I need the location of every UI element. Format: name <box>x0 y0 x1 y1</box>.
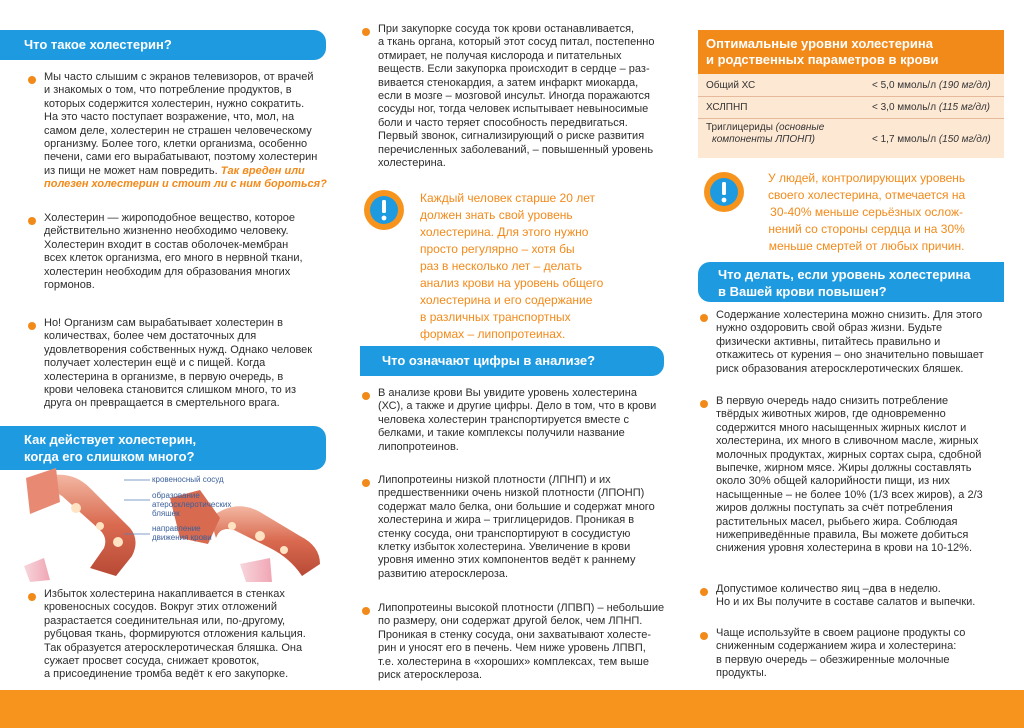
bullet <box>700 400 708 408</box>
bullet <box>700 632 708 640</box>
label-vessel: кровеносный сосуд <box>152 475 224 484</box>
paragraph-ldl: Липопротеины низкой плотности (ЛПНП) и их предшественники очень низкой плотности (ЛПОНП) содержат мало белка, они большие и содержат много холестерина и жира – триглицеридов. Проникая в стенку сосуда, они транспортируют в сосудистую клетку избыток холестерина. Увеличение в крови уровня именно этих компонентов ведёт к раннему развитию атеросклероза. <box>378 474 655 580</box>
paragraph-lifestyle: Содержание холестерина можно снизить. Для этого нужно оздоровить свой образ жизни. Будьте физически активны, питайтесь правильно и откажитесь от курения – оно значительно повышает риск образования атеросклеротических бляшек. <box>716 309 984 375</box>
table-row-ldl-name: ХСЛПНП <box>706 102 748 113</box>
header-how-it-acts: Как действует холестерин, когда его слишком много? <box>0 426 326 470</box>
levels-table-title: Оптимальные уровни холестерина и родственных параметров в крови <box>698 30 1004 74</box>
bullet <box>362 479 370 487</box>
bullet <box>28 322 36 330</box>
label-plaque-1: образование <box>152 491 200 500</box>
exclamation-icon <box>702 170 746 214</box>
table-row-total-name: Общий ХС <box>706 80 756 91</box>
table-row-tg-name: Триглицериды (основные компоненты ЛПОНП) <box>706 122 825 145</box>
bullet <box>362 607 370 615</box>
paragraph-hdl: Липопротеины высокой плотности (ЛПВП) – небольшие по размеру, они содержат другой белок, чем ЛПНП. Проникая в стенку сосуда, они захватывают холесте- рин и уносят его в печень. Чем ниже уровень ЛПВП, т.е. холестерина в «хороших» комплексах, тем выше риск атеросклероза. <box>378 602 665 682</box>
header-what-to-do: Что делать, если уровень холестерина в Вашей крови повышен? <box>698 262 1004 302</box>
bullet <box>28 76 36 84</box>
label-plaque-2: атеросклеротических <box>152 500 232 509</box>
table-row-tg-value: < 1,7 ммоль/л (150 мг/дл) <box>872 134 991 145</box>
alert-note-testing: Каждый человек старше 20 лет должен знать свой уровень холестерина. Для этого нужно просто регулярно – хотя бы раз в несколько лет – делать анализ крови на уровень общего холестерина и его содержание в различных транспортных формах – липопротеинах. <box>420 191 604 341</box>
divider <box>698 118 1004 119</box>
paragraph-lowfat: Чаще используйте в своем рационе продукты со сниженным содержанием жира и холестерина: в первую очередь – обезжиренные молочные продукты. <box>716 627 966 680</box>
bullet <box>700 588 708 596</box>
bullet <box>28 217 36 225</box>
paragraph-blockage: При закупорке сосуда ток крови останавливается, а ткань органа, который этот сосуд питал, постепенно отмирает, не получая кислорода и питательных веществ. Если закупорка происходит в сердце – раз- вивается стенокардия, а затем инфаркт миокарда, если в мозге – мозговой инсульт. Иногда поражаются сосуды ног, тогда человек испытывает невыносимые боли и часто теряет способность передвигаться. Первый звонок, сигнализирующий о риске развития перечисленных заболеваний, – повышенный уровень холестерина. <box>378 23 655 170</box>
paragraph-but: Но! Организм сам вырабатывает холестерин в количествах, более чем достаточных для удовлетворения собственных нужд. Однако человек получает холестерин ещё и с пищей. Когда холестерина в организме, в первую очередь, в крови человека становится слишком много, то из друга он превращается в смертельного врага. <box>44 317 313 410</box>
paragraph-eggs: Допустимое количество яиц –два в неделю. Но и их Вы получите в составе салатов и выпечки. <box>716 583 976 609</box>
paragraph-test: В анализе крови Вы увидите уровень холестерина (ХС), а также и другие цифры. Дело в том, что в крови человека холестерин транспортируется вместе с белками, и такие комплексы получили название липопротеинов. <box>378 387 657 453</box>
highlight-question: Так вреден или <box>220 164 305 177</box>
paragraph-definition: Холестерин — жироподобное вещество, которое действительно жизненно необходимо человеку. Холестерин входит в состав оболочек-мембран всех клеток организма, его много в нервной ткани, холестерин необходим для образования многих гормонов. <box>44 212 303 292</box>
bullet <box>362 392 370 400</box>
paragraph-fats: В первую очередь надо снизить потребление твёрдых животных жиров, где одновременно содержится много насыщенных жирных кислот и холестерина, их много в сливочном масле, жирных молочных продуктах, жирных сортах сыра, сдобной выпечке, жирном мясе. Жиры должны составлять около 30% общей калорийности пищи, из них насыщенные – не более 10% (1/3 всех жиров), а 2/3 жиров должны поступать за счёт потребления растительных масел, рыбьего жира. Соблюдая нижеприведённые правила, Вы можете добиться снижения уровня холестерина в крови на 10-12%. <box>716 395 983 555</box>
blood-vessel-illustration <box>20 468 330 584</box>
divider <box>698 96 1004 97</box>
label-direction-2: движения крови <box>152 533 212 542</box>
header-what-is-cholesterol: Что такое холестерин? <box>0 30 326 60</box>
bullet <box>28 593 36 601</box>
alert-note-control: У людей, контролирующих уровень своего холестерина, отмечается на 30-40% меньше серьёзных ослож- нений со стороны сердца и на 30% меньше смертей от любых причин. <box>768 171 966 253</box>
footer-bar <box>0 690 1024 728</box>
header-test-numbers: Что означают цифры в анализе? <box>360 346 664 376</box>
bullet <box>700 314 708 322</box>
table-row-ldl-value: < 3,0 ммоль/л (115 мг/дл) <box>872 102 990 113</box>
paragraph-intro: Мы часто слышим с экранов телевизоров, от врачей и знакомых о том, что потребление продуктов, в которых содержится холестерин, нужно сократить. На это часто поступает возражение, что, мол, на самом деле, холестерин не страшен человеческому организму. Более того, клетки организма, особенно печени, сами его вырабатывают, поэтому холестерин из пищи не может нам повредить. Так вреден или полезен холестерин и стоит ли с ним бороться? <box>44 71 327 191</box>
label-plaque-3: бляшек <box>152 509 180 518</box>
table-row-total-value: < 5,0 ммоль/л (190 мг/дл) <box>872 80 991 91</box>
exclamation-icon <box>362 188 406 232</box>
label-direction-1: направление <box>152 524 201 533</box>
bullet <box>362 28 370 36</box>
paragraph-excess: Избыток холестерина накапливается в стенках кровеносных сосудов. Вокруг этих отложений разрастается соединительная или, по-другому, рубцовая ткань, формируются отложения кальция. Так образуется атеросклеротическая бляшка. Она сужает просвет сосуда, снижает кровоток, а присоединение тромба ведёт к его закупорке. <box>44 588 306 681</box>
